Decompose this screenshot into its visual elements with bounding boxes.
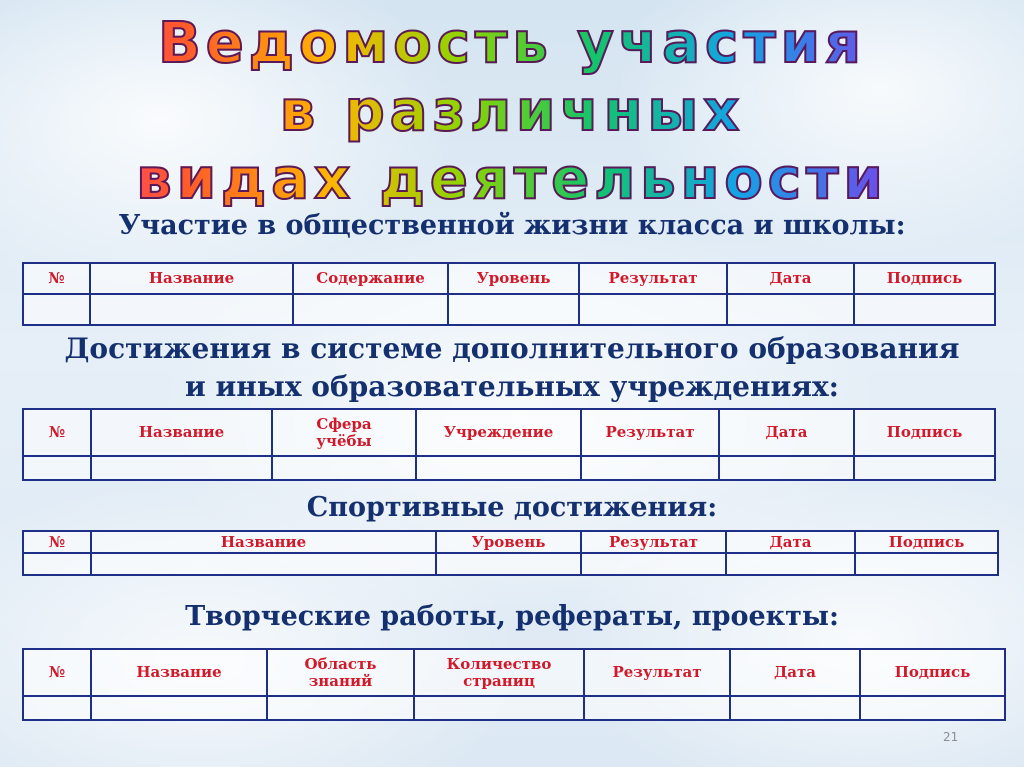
empty-cell[interactable] xyxy=(727,294,854,325)
header-cell: Дата xyxy=(719,409,854,456)
empty-cell[interactable] xyxy=(91,553,436,575)
section2-table xyxy=(22,408,996,481)
section3-heading: Спортивные достижения: xyxy=(306,492,718,523)
empty-cell[interactable] xyxy=(414,696,584,720)
header-cell: Дата xyxy=(730,649,860,696)
empty-cell[interactable] xyxy=(267,696,414,720)
empty-cell[interactable] xyxy=(448,294,579,325)
header-cell: Результат xyxy=(581,531,726,553)
empty-cell[interactable] xyxy=(855,553,998,575)
header-cell: Подпись xyxy=(854,409,995,456)
empty-cell[interactable] xyxy=(581,456,719,480)
empty-cell[interactable] xyxy=(854,294,995,325)
header-cell: Подпись xyxy=(854,263,995,294)
empty-cell[interactable] xyxy=(293,294,448,325)
empty-cell[interactable] xyxy=(91,456,272,480)
header-cell: Название xyxy=(91,531,436,553)
empty-cell[interactable] xyxy=(416,456,581,480)
empty-cell[interactable] xyxy=(860,696,1005,720)
header-cell: Подпись xyxy=(855,531,998,553)
title-line-2: в различных xyxy=(0,82,1024,142)
header-cell: Область знаний xyxy=(267,649,414,696)
table-header-row xyxy=(23,649,1005,696)
empty-cell[interactable] xyxy=(90,294,293,325)
empty-cell[interactable] xyxy=(23,294,90,325)
header-cell: Дата xyxy=(726,531,855,553)
table-row xyxy=(23,294,995,325)
table-header-row xyxy=(23,531,998,553)
section1-heading: Участие в общественной жизни класса и школы: xyxy=(118,210,906,241)
empty-cell[interactable] xyxy=(854,456,995,480)
header-cell: Уровень xyxy=(448,263,579,294)
header-cell: Количество страниц xyxy=(414,649,584,696)
title-line-1: Ведомость участия xyxy=(0,14,1024,74)
empty-cell[interactable] xyxy=(272,456,416,480)
header-cell: Учреждение xyxy=(416,409,581,456)
section4-heading: Творческие работы, рефераты, проекты: xyxy=(185,601,839,632)
empty-cell[interactable] xyxy=(726,553,855,575)
table-row xyxy=(23,553,998,575)
section4-table xyxy=(22,648,1006,721)
header-cell: Сфера учёбы xyxy=(272,409,416,456)
table-header-row xyxy=(23,409,995,456)
title-line-3: видах деятельности xyxy=(0,150,1024,210)
header-cell: Результат xyxy=(584,649,730,696)
empty-cell[interactable] xyxy=(581,553,726,575)
header-cell: Название xyxy=(91,649,267,696)
empty-cell[interactable] xyxy=(436,553,581,575)
header-cell: № xyxy=(23,649,91,696)
table-header-row xyxy=(23,263,995,294)
header-cell: Название xyxy=(91,409,272,456)
table-row xyxy=(23,696,1005,720)
empty-cell[interactable] xyxy=(579,294,727,325)
empty-cell[interactable] xyxy=(91,696,267,720)
empty-cell[interactable] xyxy=(23,696,91,720)
table-row xyxy=(23,456,995,480)
header-cell: № xyxy=(23,263,90,294)
header-cell: Уровень xyxy=(436,531,581,553)
header-cell: № xyxy=(23,531,91,553)
empty-cell[interactable] xyxy=(23,553,91,575)
header-cell: Результат xyxy=(579,263,727,294)
empty-cell[interactable] xyxy=(719,456,854,480)
header-cell: Содержание xyxy=(293,263,448,294)
section1-table xyxy=(22,262,996,326)
header-cell: Дата xyxy=(727,263,854,294)
empty-cell[interactable] xyxy=(730,696,860,720)
section2-heading-line1: Достижения в системе дополнительного образования xyxy=(64,332,960,365)
header-cell: Название xyxy=(90,263,293,294)
slide-number: 21 xyxy=(943,730,959,744)
empty-cell[interactable] xyxy=(23,456,91,480)
section3-table xyxy=(22,530,999,576)
header-cell: Подпись xyxy=(860,649,1005,696)
header-cell: Результат xyxy=(581,409,719,456)
header-cell: № xyxy=(23,409,91,456)
section2-heading-line2: и иных образовательных учреждениях: xyxy=(185,370,839,403)
empty-cell[interactable] xyxy=(584,696,730,720)
